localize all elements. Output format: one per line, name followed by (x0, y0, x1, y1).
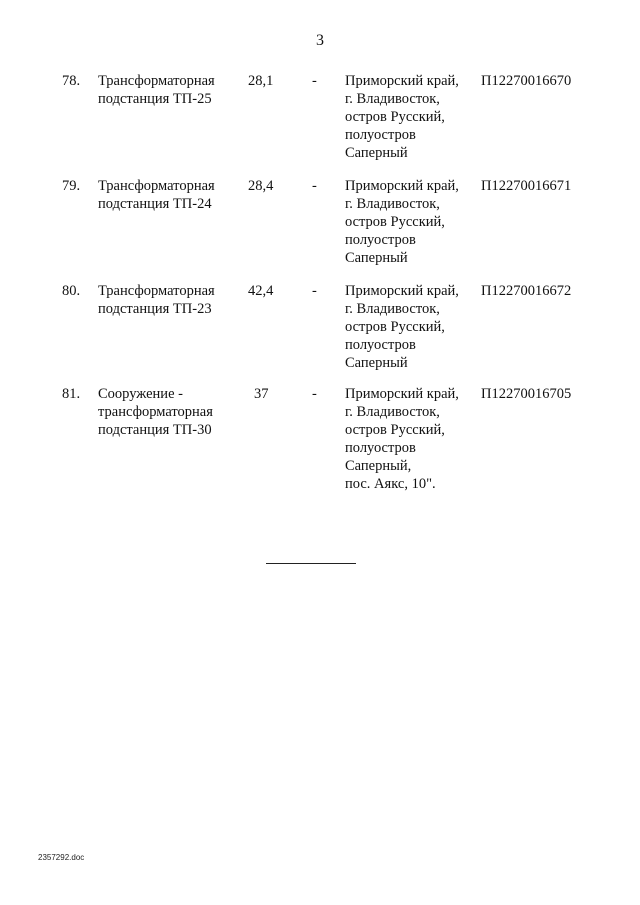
registry-code: П12270016671 (481, 178, 572, 194)
address-line: полуостров (345, 337, 416, 353)
object-name-line: Сооружение - (98, 386, 183, 402)
registry-code: П12270016705 (481, 386, 572, 402)
address-line: остров Русский, (345, 109, 445, 125)
document-filename: 2357292.doc (38, 853, 85, 862)
area-value: 37 (254, 386, 269, 402)
address-line: пос. Аякс, 10". (345, 476, 436, 492)
dash-value: - (312, 283, 317, 299)
object-name-line: подстанция ТП-25 (98, 91, 212, 107)
dash-value: - (312, 73, 317, 89)
address-line: Саперный, (345, 458, 412, 474)
object-name-line: трансформаторная (98, 404, 213, 420)
address-line: полуостров (345, 440, 416, 456)
address (345, 385, 475, 493)
object-name (98, 177, 238, 213)
address-line: Саперный (345, 250, 408, 266)
address-line: полуостров (345, 232, 416, 248)
dash-value: - (312, 386, 317, 402)
address-line: остров Русский, (345, 214, 445, 230)
address-line: Приморский край, (345, 73, 459, 89)
row-number: 78. (62, 73, 81, 89)
row-number: 79. (62, 178, 81, 194)
address-line: остров Русский, (345, 319, 445, 335)
address-line: г. Владивосток, (345, 196, 440, 212)
object-name-line: подстанция ТП-24 (98, 196, 212, 212)
object-name-line: Трансформаторная (98, 283, 215, 299)
area-value: 28,4 (248, 178, 274, 194)
address-line: г. Владивосток, (345, 301, 440, 317)
object-name-line: подстанция ТП-23 (98, 301, 212, 317)
object-name-line: Трансформаторная (98, 178, 215, 194)
row-number: 80. (62, 283, 81, 299)
object-name-line: подстанция ТП-30 (98, 422, 212, 438)
address-line: Саперный (345, 145, 408, 161)
address-line: г. Владивосток, (345, 91, 440, 107)
address-line: Приморский край, (345, 386, 459, 402)
address-line: Саперный (345, 355, 408, 371)
object-name (98, 282, 238, 318)
address (345, 177, 475, 267)
dash-value: - (312, 178, 317, 194)
address-line: Приморский край, (345, 283, 459, 299)
page-number: 3 (316, 32, 324, 49)
end-divider (266, 563, 356, 564)
registry-code: П12270016672 (481, 283, 572, 299)
object-name-line: Трансформаторная (98, 73, 215, 89)
object-name (98, 385, 238, 439)
area-value: 42,4 (248, 283, 274, 299)
address (345, 72, 475, 162)
object-name (98, 72, 238, 108)
registry-code: П12270016670 (481, 73, 572, 89)
address-line: Приморский край, (345, 178, 459, 194)
area-value: 28,1 (248, 73, 274, 89)
address-line: полуостров (345, 127, 416, 143)
address-line: г. Владивосток, (345, 404, 440, 420)
row-number: 81. (62, 386, 81, 402)
address (345, 282, 475, 372)
address-line: остров Русский, (345, 422, 445, 438)
